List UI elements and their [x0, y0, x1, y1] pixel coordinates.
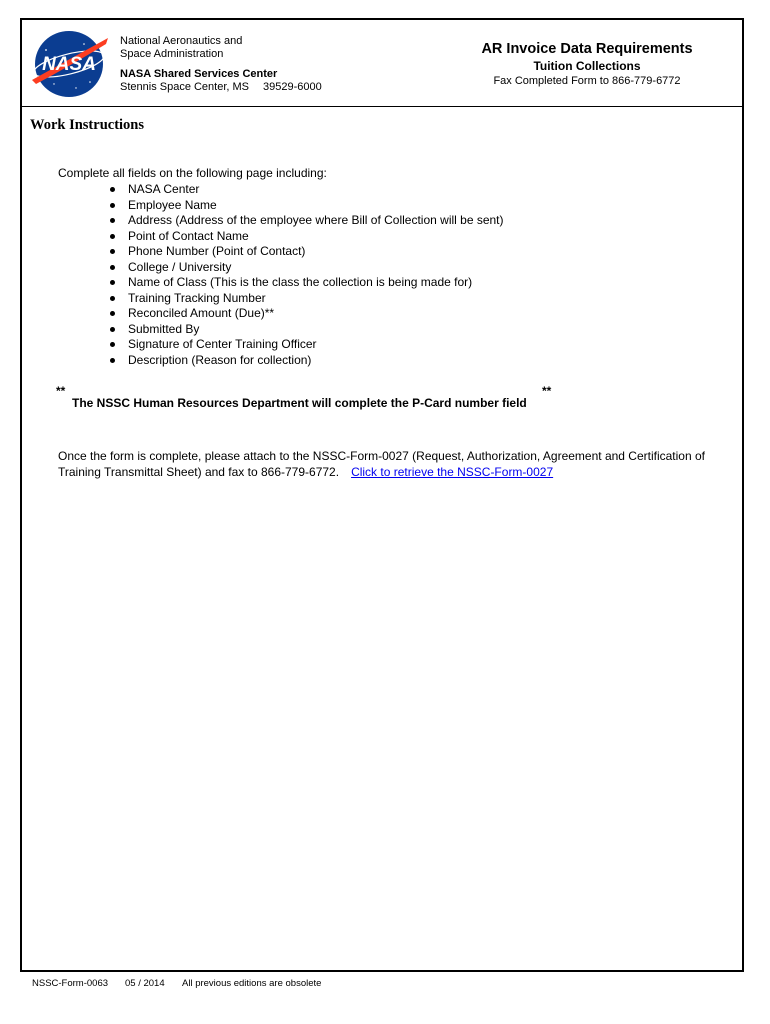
list-item: [104, 337, 504, 353]
bullet-icon: [110, 296, 115, 301]
list-item: [104, 260, 504, 276]
footer-edition-note: All previous editions are obsolete: [182, 978, 322, 989]
agency-line-1: National Aeronautics and: [120, 35, 243, 47]
fax-instruction: Fax Completed Form to 866-779-6772: [493, 75, 681, 87]
section-heading: Work Instructions: [30, 117, 145, 133]
address-zip: 39529-6000: [263, 81, 322, 93]
list-item-label: Signature of Center Training Officer: [128, 337, 317, 351]
list-item-label: Phone Number (Point of Contact): [128, 244, 306, 258]
bullet-icon: [110, 265, 115, 270]
form-footer: [32, 978, 432, 992]
bullet-icon: [110, 280, 115, 285]
agency-line-2: Space Administration: [120, 48, 224, 60]
bullet-icon: [110, 311, 115, 316]
form-frame: [20, 18, 744, 972]
note-text: The NSSC Human Resources Department will complete the P-Card number field: [72, 396, 527, 410]
list-item-label: Description (Reason for collection): [128, 352, 312, 367]
list-item-label: Name of Class (This is the class the collection is being made for): [128, 275, 473, 289]
center-name: NASA Shared Services Center: [120, 68, 278, 80]
bullet-icon: [110, 327, 115, 332]
list-item: [104, 229, 504, 245]
note-asterisks-left: **: [56, 384, 66, 398]
bullet-icon: [110, 203, 115, 208]
agency-block: [120, 35, 322, 94]
bullet-icon: [110, 342, 115, 347]
pcard-note: [56, 384, 556, 414]
form-title: AR Invoice Data Requirements: [481, 41, 693, 57]
bullet-icon: [110, 358, 115, 363]
bullet-icon: [110, 218, 115, 223]
center-address: [120, 81, 322, 94]
list-item: [104, 291, 504, 307]
retrieve-form-link[interactable]: Click to retrieve the NSSC-Form-0027: [351, 465, 554, 479]
nasa-logo-text: NASA: [42, 54, 96, 75]
bullet-icon: [110, 234, 115, 239]
title-block: [452, 40, 722, 88]
list-item: [104, 244, 504, 260]
closing-text: Once the form is complete, please attach to the NSSC-Form-0027 (Request, Authorization, Agreement and Certification of Training Transmittal Sheet) and fax to 866-779-6772.: [58, 449, 705, 479]
note-asterisks-right: **: [542, 384, 552, 398]
list-item: [104, 306, 504, 322]
intro-text: Complete all fields on the following page including:: [58, 166, 327, 180]
required-fields-list: [104, 182, 504, 368]
list-item: [104, 322, 504, 338]
list-item-label: Point of Contact Name: [128, 228, 249, 243]
list-item-label: Submitted By: [128, 321, 200, 336]
bullet-icon: [110, 187, 115, 192]
list-item-label: Reconciled Amount (Due)**: [128, 306, 275, 320]
nasa-logo: [28, 30, 110, 98]
address-city: Stennis Space Center, MS: [120, 81, 250, 93]
list-item-label: Employee Name: [128, 197, 217, 212]
list-item: [104, 353, 504, 369]
list-item-label: College / University: [128, 259, 232, 274]
form-header: [22, 20, 742, 107]
bullet-icon: [110, 249, 115, 254]
list-item: [104, 182, 504, 198]
list-item-label: Training Tracking Number: [128, 290, 266, 305]
footer-date: 05 / 2014: [125, 978, 165, 989]
list-item: [104, 275, 504, 291]
list-item-label: Address (Address of the employee where Bill of Collection will be sent): [128, 213, 504, 227]
list-item-label: NASA Center: [128, 182, 200, 196]
footer-form-number: NSSC-Form-0063: [32, 978, 109, 989]
form-subtitle: Tuition Collections: [533, 59, 641, 73]
closing-paragraph: [58, 448, 728, 480]
list-item: [104, 213, 504, 229]
list-item: [104, 198, 504, 214]
